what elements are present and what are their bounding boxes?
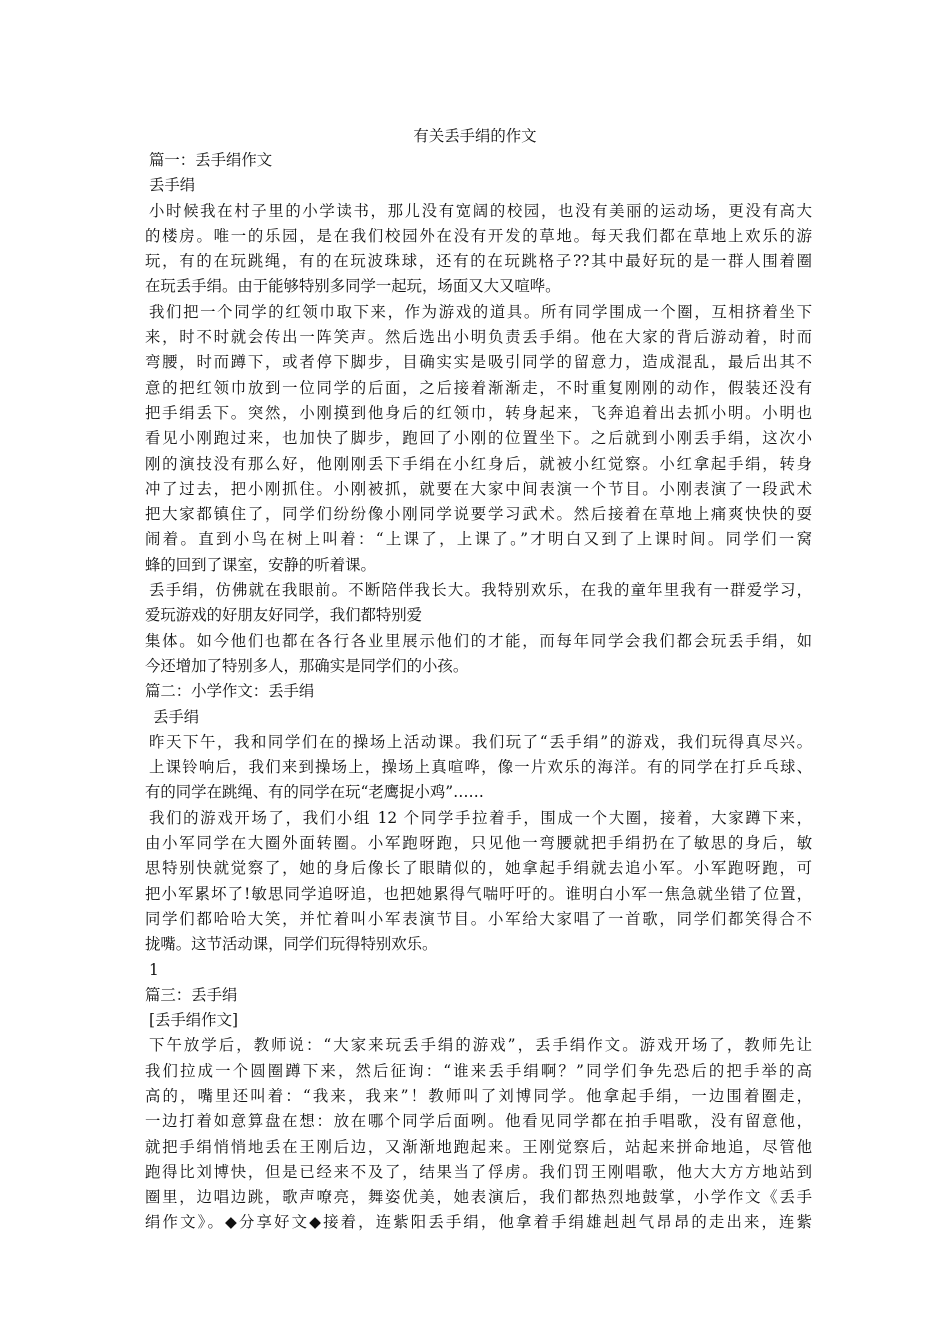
text-line: 昨天下午，我和同学们在的操场上活动课。我们玩了“丢手绢”的游戏，我们玩得真尽兴。: [149, 732, 812, 751]
text-line: 绢作文》。◆分享好文◆接着，连紫阳丢手绢，他拿着手绢雄赳赳气昂昂的走出来，连紫: [145, 1213, 812, 1232]
text-line: 我们拉成一个圆圈蹲下来，然后征询：“谁来丢手绢啊？”同学们争先恐后的把手举的高: [145, 1061, 812, 1080]
text-line: [丢手绢作文]: [149, 1011, 238, 1030]
text-line: 同学们都哈哈大笑，并忙着叫小军表演节目。小军给大家唱了一首歌，同学们都笑得合不: [145, 909, 812, 928]
text-line: 高的，嘴里还叫着：“我来，我来”！教师叫了刘博同学。他拿起手绢，一边围着圈走，: [145, 1086, 812, 1105]
text-line: 刚的演技没有那么好，他刚刚丢下手绢在小红身后，就被小红觉察。小红拿起手绢，转身: [145, 454, 812, 473]
text-line: 1: [149, 960, 159, 979]
text-line: 意的把红领巾放到一位同学的后面，之后接着渐渐走，不时重复刚刚的动作，假装还没有: [145, 378, 812, 397]
text-line: 把大家都镇住了，同学们纷纷像小刚同学说要学习武术。然后接着在草地上痛爽快快的耍: [145, 505, 812, 524]
text-line: 我们的游戏开场了，我们小组 12 个同学手拉着手，围成一个大圈，接着，大家蹲下来，: [149, 808, 812, 827]
text-line: 小时候我在村子里的小学读书，那儿没有宽阔的校园，也没有美丽的运动场，更没有高大: [149, 201, 812, 220]
text-line: 弯腰，时而蹲下，或者停下脚步，目确实实是吸引同学的留意力，造成混乱，最后出其不: [145, 353, 812, 372]
text-line: 丢手绢，仿佛就在我眼前。不断陪伴我长大。我特别欢乐，在我的童年里我有一群爱学习，: [149, 581, 812, 600]
text-line: 思特别快就觉察了，她的身后像长了眼睛似的，她拿起手绢就去追小军。小军跑呀跑，可: [145, 859, 812, 878]
text-line: 玩，有的在玩跳绳，有的在玩波珠球，还有的在玩跳格子??其中最好玩的是一群人围着圈: [145, 252, 812, 271]
text-line: 下午放学后，教师说：“大家来玩丢手绢的游戏”，丢手绢作文。游戏开场了，教师先让: [149, 1036, 812, 1055]
text-line: 在玩丢手绢。由于能够特别多同学一起玩，场面又大又喧哗。: [145, 277, 561, 296]
text-line: 由小军同学在大圈外面转圈。小军跑呀跑，只见他一弯腰就把手绢扔在了敏思的身后，敏: [145, 834, 812, 853]
text-line: 我们把一个同学的红领巾取下来，作为游戏的道具。所有同学围成一个圈，互相挤着坐下: [149, 302, 812, 321]
text-line: 蜂的回到了课室，安静的听着课。: [145, 555, 376, 574]
text-line: 把小军累坏了!敏思同学追呀追，也把她累得气喘吁吁的。谁明白小军一焦急就坐错了位置，: [145, 884, 812, 903]
text-line: 看见小刚跑过来，也加快了脚步，跑回了小刚的位置坐下。之后就到小刚丢手绢，这次小: [145, 429, 812, 448]
text-line: 一边打着如意算盘在想：放在哪个同学后面咧。他看见同学都在拍手唱歌，没有留意他，: [145, 1112, 812, 1131]
text-line: 来，时不时就会传出一阵笑声。然后选出小明负责丢手绢。他在大家的背后游动着，时而: [145, 328, 812, 347]
text-line: 的楼房。唯一的乐园，是在我们校园外在没有开发的草地。每天我们都在草地上欢乐的游: [145, 226, 812, 245]
text-line: 集体。如今他们也都在各行各业里展示他们的才能，而每年同学会我们都会玩丢手绢，如: [145, 631, 812, 650]
document-title: 有关丢手绢的作文: [413, 127, 537, 145]
text-line: 篇三：丢手绢: [145, 985, 238, 1004]
text-line: 冲了过去，把小刚抓住。小刚被抓，就要在大家中间表演一个节目。小刚表演了一段武术: [145, 479, 812, 498]
text-line: 拢嘴。这节活动课，同学们玩得特别欢乐。: [145, 935, 438, 954]
text-line: 爱玩游戏的好朋友好同学，我们都特别爱: [145, 606, 423, 625]
text-line: 篇一：丢手绢作文: [149, 151, 273, 169]
text-line: 上课铃响后，我们来到操场上，操场上真喧哗，像一片欢乐的海洋。有的同学在打乒乓球、: [149, 758, 812, 777]
text-line: 跑得比刘博快，但是已经来不及了，结果当了俘虏。我们罚王刚唱歌，他大大方方地站到: [145, 1162, 812, 1181]
document-body: [145, 148, 812, 1236]
text-line: 丢手绢: [149, 176, 196, 195]
text-line: 今还增加了特别多人，那确实是同学们的小孩。: [145, 656, 469, 675]
text-line: 有的同学在跳绳、有的同学在玩“老鹰捉小鸡”……: [145, 783, 484, 802]
text-line: 篇二：小学作文：丢手绢: [145, 682, 315, 701]
text-line: 圈里，边唱边跳，歌声嘹亮，舞姿优美，她表演后，我们都热烈地鼓掌，小学作文《丢手: [145, 1188, 812, 1207]
text-line: 就把手绢悄悄地丢在王刚后边，又渐渐地跑起来。王刚觉察后，站起来拼命地追，尽管他: [145, 1137, 812, 1156]
text-line: 丢手绢: [153, 707, 200, 726]
text-line: 闹着。直到小鸟在树上叫着：“上课了，上课了。”才明白又到了上课时间。同学们一窝: [145, 530, 812, 549]
text-line: 把手绢丢下。突然，小刚摸到他身后的红领巾，转身起来，飞奔追着出去抓小明。小明也: [145, 403, 812, 422]
